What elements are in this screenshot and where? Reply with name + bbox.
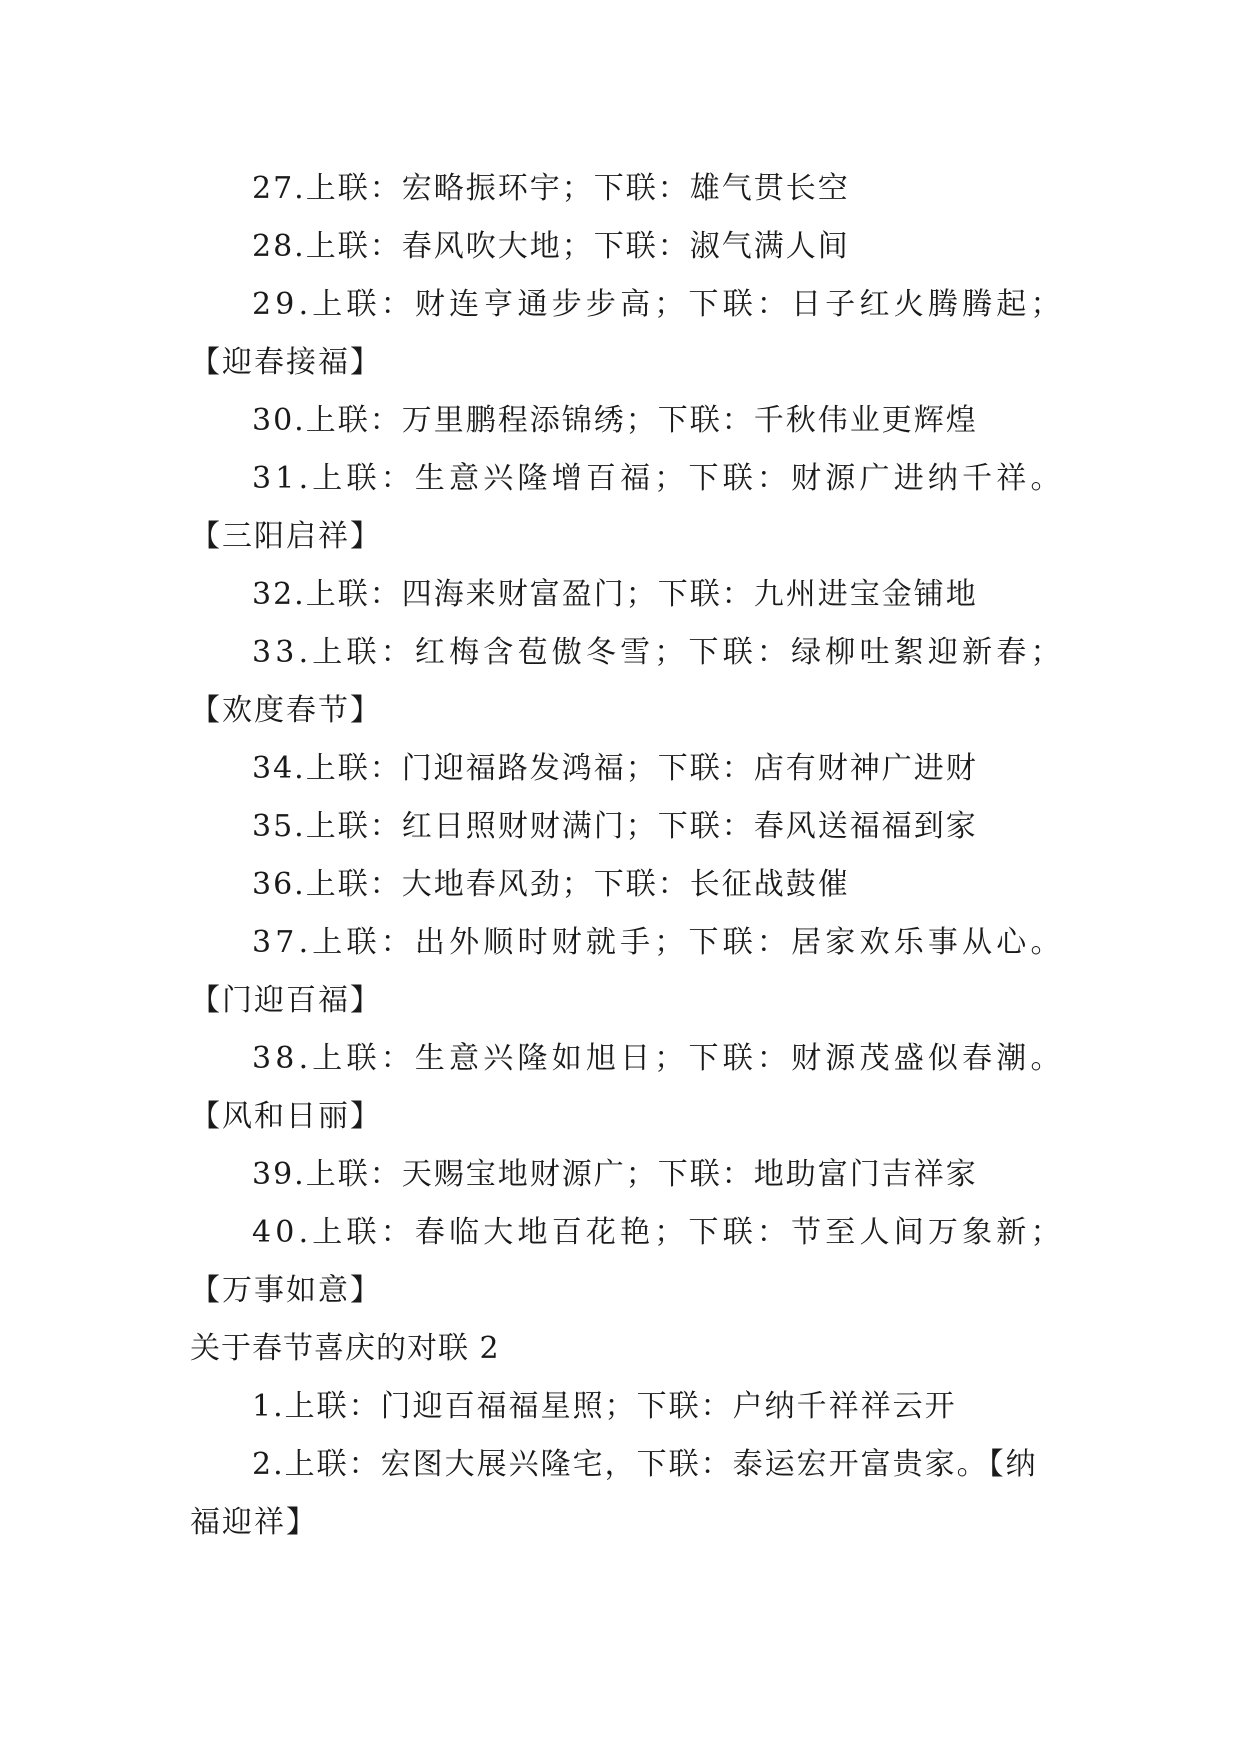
couplet-line: 1.上联：门迎百福福星照；下联：户纳千祥祥云开 <box>252 1389 957 1424</box>
couplet-line: 38.上联：生意兴隆如旭日；下联：财源茂盛似春潮。 <box>252 1041 1065 1076</box>
couplet-heading: 【风和日丽】 <box>190 1099 382 1134</box>
couplet-line: 35.上联：红日照财财满门；下联：春风送福福到家 <box>252 809 978 844</box>
couplet-line: 40.上联：春临大地百花艳；下联：节至人间万象新； <box>252 1215 1065 1250</box>
couplet-line: 39.上联：天赐宝地财源广；下联：地助富门吉祥家 <box>252 1157 978 1192</box>
couplet-line: 32.上联：四海来财富盈门；下联：九州进宝金铺地 <box>252 577 978 612</box>
couplet-heading: 【欢度春节】 <box>190 693 382 728</box>
couplet-line: 37.上联：出外顺时财就手；下联：居家欢乐事从心。 <box>252 925 1065 960</box>
couplet-line: 29.上联：财连亨通步步高；下联：日子红火腾腾起； <box>252 287 1065 322</box>
couplet-heading: 【三阳启祥】 <box>190 519 382 554</box>
couplet-heading: 【门迎百福】 <box>190 983 382 1018</box>
couplet-heading: 【迎春接福】 <box>190 345 382 380</box>
couplet-line: 28.上联：春风吹大地；下联：淑气满人间 <box>252 229 850 264</box>
document-body <box>190 160 1065 1552</box>
section-title: 关于春节喜庆的对联 2 <box>190 1331 500 1366</box>
couplet-line: 30.上联：万里鹏程添锦绣；下联：千秋伟业更辉煌 <box>252 403 978 438</box>
couplet-line: 34.上联：门迎福路发鸿福；下联：店有财神广进财 <box>252 751 978 786</box>
couplet-heading: 【万事如意】 <box>190 1273 382 1308</box>
couplet-line: 31.上联：生意兴隆增百福；下联：财源广进纳千祥。 <box>252 461 1065 496</box>
couplet-line: 33.上联：红梅含苞傲冬雪；下联：绿柳吐絮迎新春； <box>252 635 1065 670</box>
couplet-line: 福迎祥】 <box>190 1505 318 1540</box>
couplet-line: 2.上联：宏图大展兴隆宅，下联：泰运宏开富贵家。【纳 <box>252 1447 1038 1482</box>
couplet-line: 36.上联：大地春风劲；下联：长征战鼓催 <box>252 867 850 902</box>
couplet-line: 27.上联：宏略振环宇；下联：雄气贯长空 <box>252 171 850 206</box>
